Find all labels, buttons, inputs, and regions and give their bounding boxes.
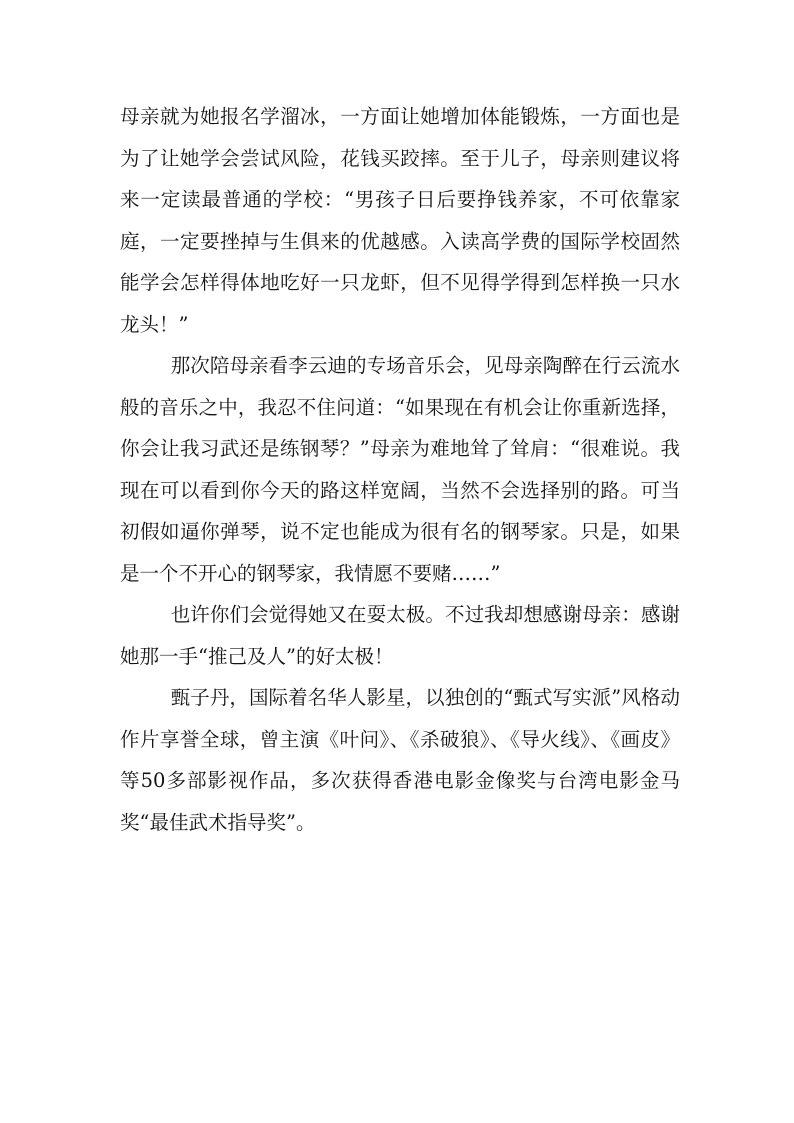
document-body [120, 96, 680, 843]
paragraph-concert-question: 那次陪母亲看李云迪的专场音乐会，见母亲陶醉在行云流水般的音乐之中，我忍不住问道：“如果现在有机会让你重新选择，你会让我习武还是练钢琴？”母亲为难地耸了耸肩：“很难说。我现在可以看到你今天的路这样宽阔，当然不会选择别的路。可当初假如逼你弹琴，说不定也能成为很有名的钢琴家。只是，如果是一个不开心的钢琴家，我情愿不要赌……” [120, 354, 680, 585]
paragraph-taiji-thanks: 也许你们会觉得她又在耍太极。不过我却想感谢母亲：感谢她那一手“推己及人”的好太极！ [120, 603, 680, 668]
paragraph-skating-school: 母亲就为她报名学溜冰，一方面让她增加体能锻炼，一方面也是为了让她学会尝试风险，花钱买跤摔。至于儿子，母亲则建议将来一定读最普通的学校：“男孩子日后要挣钱养家，不可依靠家庭，一定要挫掉与生俱来的优越感。入读高学费的国际学校固然能学会怎样得体地吃好一只龙虾，但不见得学得到怎样换一只水龙头！” [120, 105, 680, 336]
paragraph-author-bio: 甄子丹，国际着名华人影星，以独创的“甄式写实派”风格动作片享誉全球，曾主演《叶问》、《杀破狼》、《导火线》、《画皮》等50多部影视作品，多次获得香港电影金像奖与台湾电影金马奖“最佳武术指导奖”。 [120, 686, 680, 834]
